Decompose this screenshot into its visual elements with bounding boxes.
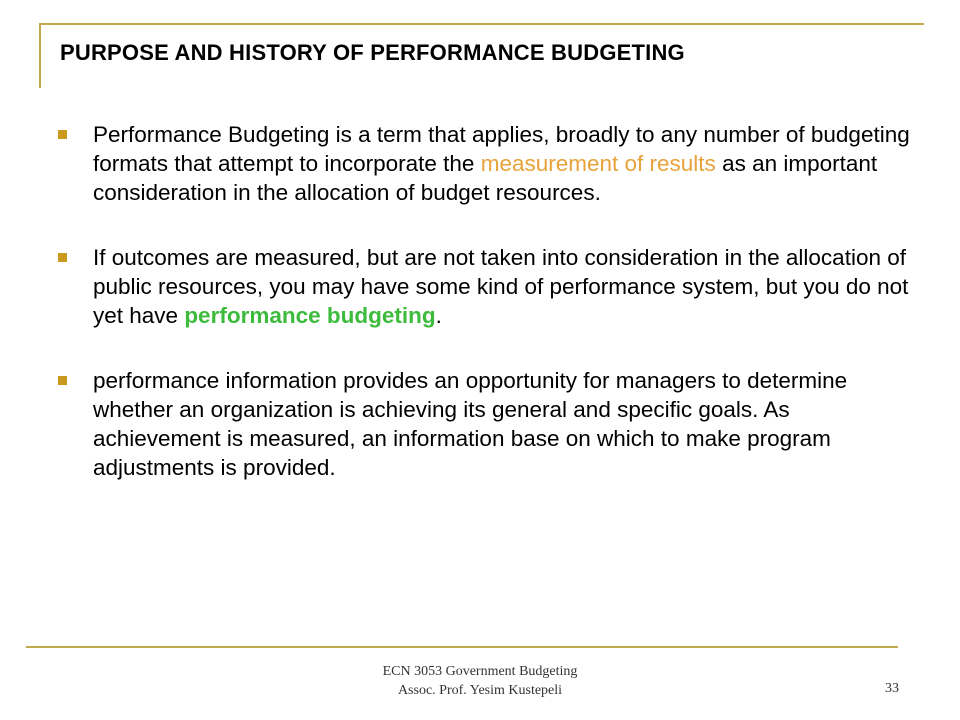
bullet-item bbox=[58, 366, 918, 482]
bullet-text: as an important consideration in the allocation of budget resources. bbox=[93, 151, 878, 205]
title-top-rule bbox=[39, 23, 924, 25]
bullet-text: Performance Budgeting is a term that applies, broadly to any number of budgeting formats that attempt to incorporate the bbox=[93, 122, 910, 176]
bullet-text: . bbox=[435, 303, 442, 328]
square-bullet-icon bbox=[58, 376, 67, 385]
highlight-measurement-of-results: measurement of results bbox=[480, 151, 716, 176]
footer-instructor: Assoc. Prof. Yesim Kustepeli bbox=[397, 683, 563, 698]
bullet-text: performance information provides an opportunity for managers to determine whether an organization is achieving its general and specific goals. As achievement is measured, an information base on which to make program adjustments is provided. bbox=[93, 368, 848, 480]
highlight-performance-budgeting: performance budgeting bbox=[184, 303, 436, 328]
square-bullet-icon bbox=[58, 130, 67, 139]
page-number: 33 bbox=[885, 681, 899, 696]
bullet-item bbox=[58, 243, 918, 330]
footer bbox=[0, 662, 960, 700]
footer-course: ECN 3053 Government Budgeting bbox=[382, 664, 578, 679]
slide-title: PURPOSE AND HISTORY OF PERFORMANCE BUDGETING bbox=[60, 40, 685, 65]
footer-rule bbox=[26, 646, 898, 648]
bullet-text: If outcomes are measured, but are not taken into consideration in the allocation of public resources, you may have some kind of performance system, but you do not yet have bbox=[93, 245, 909, 328]
square-bullet-icon bbox=[58, 253, 67, 262]
title-left-rule bbox=[39, 23, 41, 88]
bullet-item bbox=[58, 120, 918, 207]
bullet-list bbox=[58, 120, 918, 518]
